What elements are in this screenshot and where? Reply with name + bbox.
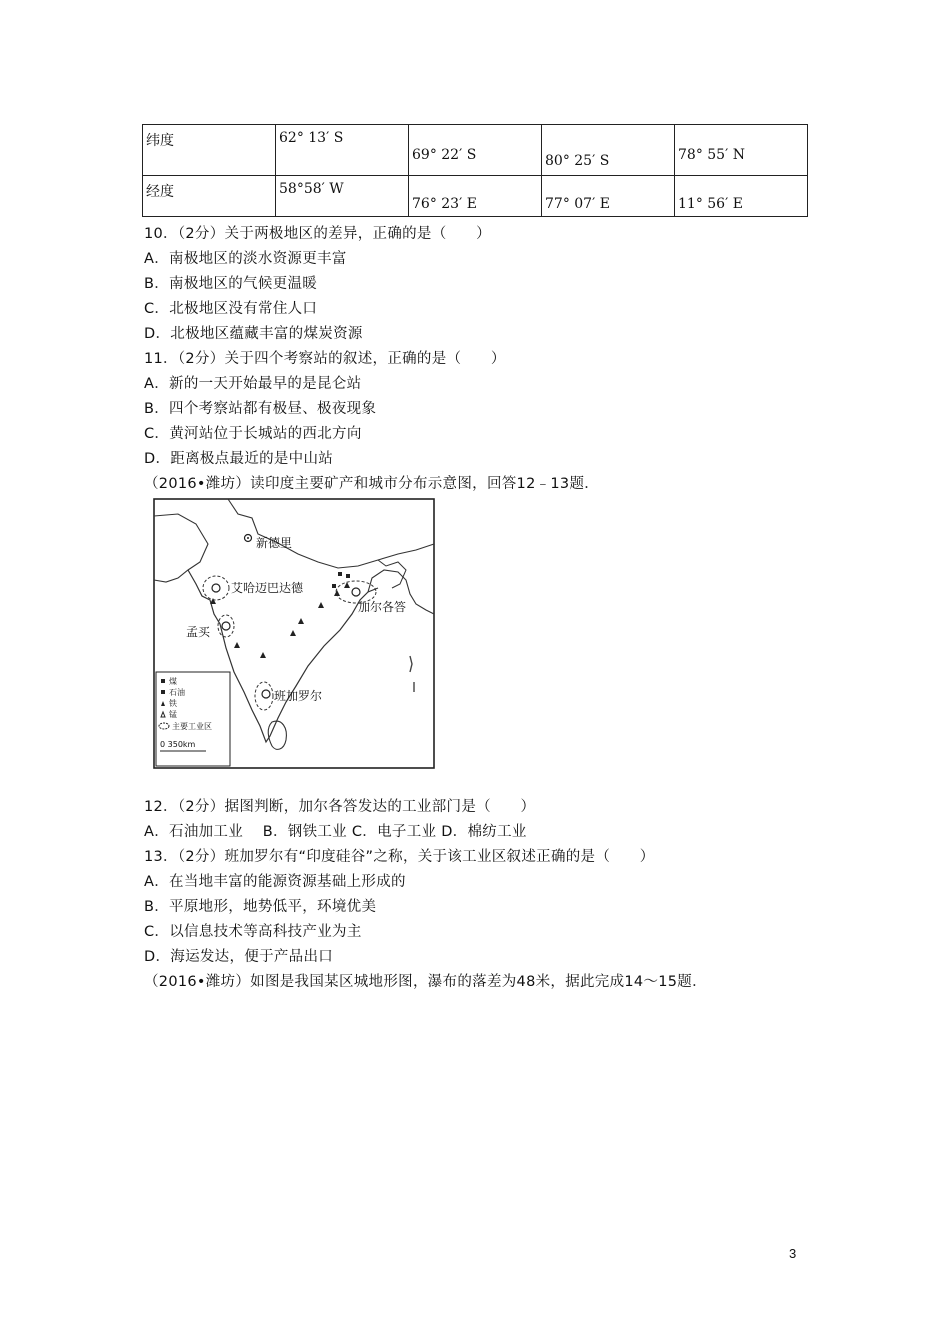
question-12-stem: 12．（2分）据图判断，加尔各答发达的工业部门是（ ）: [144, 799, 536, 815]
table-cell: [675, 176, 808, 217]
city-label-mumbai: 孟买: [186, 625, 211, 639]
question-13-option-a: A．在当地丰富的能源资源基础上形成的: [144, 874, 406, 890]
row-label: 经度: [146, 184, 174, 200]
question-10-option-b: B．南极地区的气候更温暖: [144, 276, 318, 292]
question-11-option-a: A．新的一天开始最早的是昆仑站: [144, 376, 362, 392]
table-cell: [409, 176, 542, 217]
question-10-option-d: D．北极地区蕴藏丰富的煤炭资源: [144, 326, 363, 342]
india-map: [148, 496, 440, 772]
table-cell: [276, 125, 409, 176]
row-label: 纬度: [146, 133, 174, 149]
legend-oil-icon: [161, 690, 165, 694]
city-label-ahmedabad: 艾哈迈巴达德: [231, 581, 304, 595]
question-11-option-c: C．黄河站位于长城站的西北方向: [144, 426, 362, 442]
question-12-options: A．石油加工业 B．钢铁工业 C．电子工业 D．棉纺工业: [144, 824, 527, 840]
question-10-option-c: C．北极地区没有常住人口: [144, 301, 318, 317]
question-10-option-a: A．南极地区的淡水资源更丰富: [144, 251, 347, 267]
coal-symbol: [332, 584, 336, 588]
cell-value: 58°58′ W: [279, 181, 344, 197]
city-label-kolkata: 加尔各答: [358, 600, 407, 614]
table-cell: [675, 125, 808, 176]
table-row: [143, 176, 808, 217]
question-13-option-b: B．平原地形，地势低平，环境优美: [144, 899, 377, 915]
cell-value: 77° 07′ E: [545, 196, 610, 212]
cell-value: 80° 25′ S: [545, 153, 610, 169]
question-11-option-b: B．四个考察站都有极昼、极夜现象: [144, 401, 377, 417]
city-dot: [247, 537, 249, 539]
legend-scale: 0 350km: [160, 740, 196, 749]
cell-value: 62° 13′ S: [279, 130, 344, 146]
coal-symbol: [338, 572, 342, 576]
cell-value: 78° 55′ N: [678, 147, 745, 163]
legend-manganese: 锰: [169, 710, 177, 719]
intro-12-13: （2016•潍坊）读印度主要矿产和城市分布示意图，回答12﹣13题．: [144, 476, 600, 492]
table-cell: [276, 176, 409, 217]
city-label-bangalore: 班加罗尔: [274, 689, 323, 703]
table-row: [143, 125, 808, 176]
table-cell: [542, 176, 675, 217]
intro-14-15: （2016•潍坊）如图是我国某区城地形图，瀑布的落差为48米，据此完成14～15题．: [144, 974, 707, 990]
page-number: 3: [789, 1246, 797, 1261]
question-11-option-d: D．距离极点最近的是中山站: [144, 451, 334, 467]
city-label-new-delhi: 新德里: [256, 536, 293, 550]
question-13-stem: 13．（2分）班加罗尔有“印度硅谷”之称，关于该工业区叙述正确的是（ ）: [144, 849, 655, 865]
table-cell: [143, 176, 276, 217]
table-cell: [143, 125, 276, 176]
question-13-option-d: D．海运发达，便于产品出口: [144, 949, 334, 965]
legend-industrial-zone: 主要工业区: [172, 722, 212, 731]
coordinates-table: [142, 124, 808, 217]
table-cell: [542, 125, 675, 176]
map-legend-box: [156, 672, 230, 766]
cell-value: 76° 23′ E: [412, 196, 477, 212]
question-10-stem: 10．（2分）关于两极地区的差异，正确的是（ ）: [144, 226, 491, 242]
legend-coal-icon: [161, 679, 165, 683]
question-13-option-c: C．以信息技术等高科技产业为主: [144, 924, 362, 940]
legend-oil: 石油: [169, 688, 185, 697]
cell-value: 69° 22′ S: [412, 147, 477, 163]
coal-symbol: [346, 574, 350, 578]
legend-iron: 铁: [169, 699, 177, 708]
cell-value: 11° 56′ E: [678, 196, 743, 212]
legend-coal: 煤: [169, 677, 177, 686]
question-11-stem: 11．（2分）关于四个考察站的叙述，正确的是（ ）: [144, 351, 506, 367]
table-cell: [409, 125, 542, 176]
